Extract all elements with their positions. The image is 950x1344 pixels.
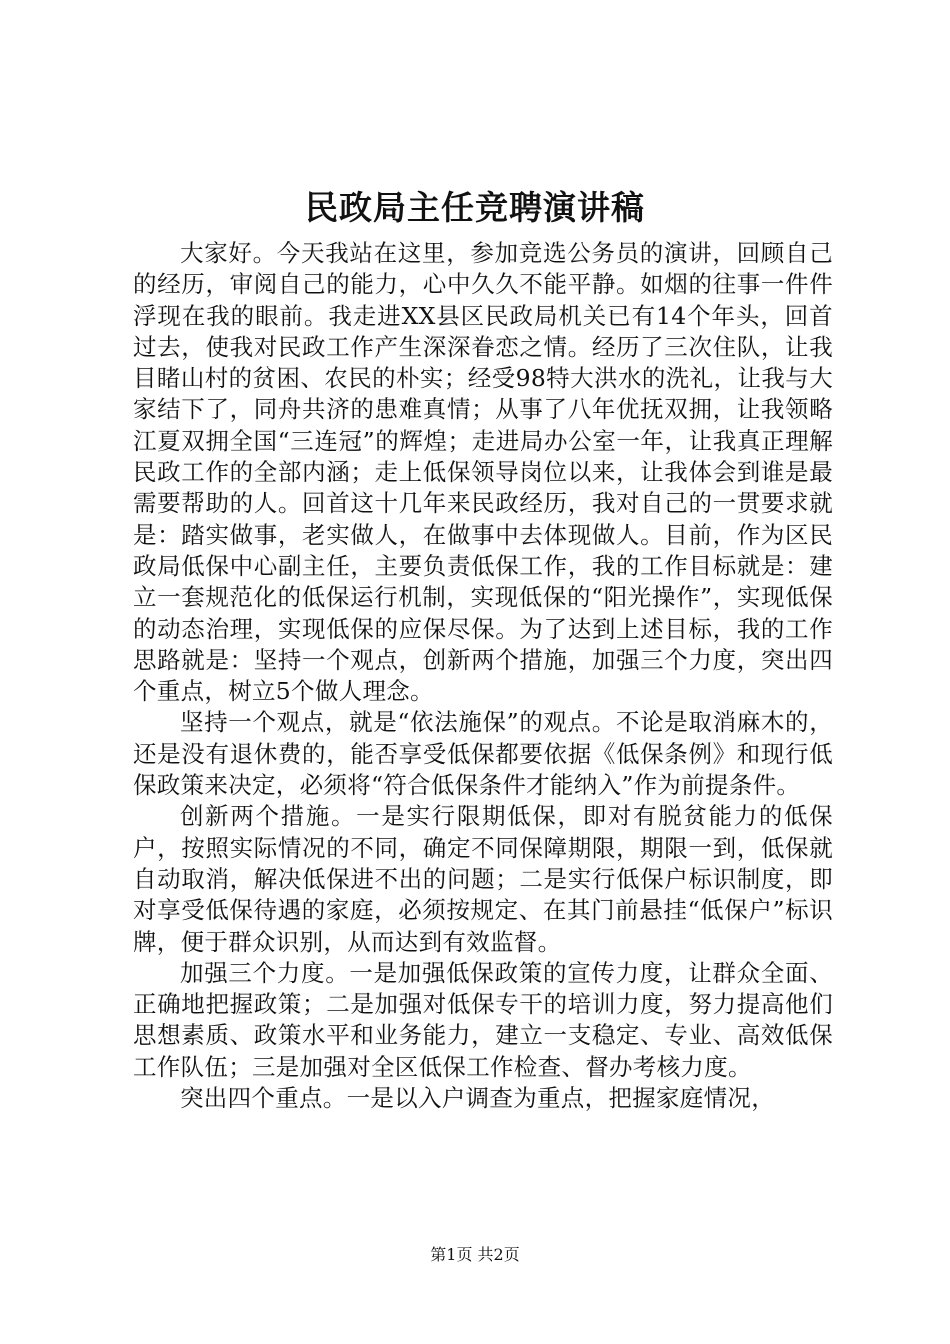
document-body — [133, 238, 833, 1114]
paragraph-intro: 大家好。今天我站在这里，参加竞选公务员的演讲，回顾自己的经历，审阅自己的能力，心中久久不能平静。如烟的往事一件件浮现在我的眼前。我走进XX县区民政局机关已有14个年头，回首过去，使我对民政工作产生深深眷恋之情。经历了三次住队，让我目睹山村的贫困、农民的朴实；经受98特大洪水的洗礼，让我与大家结下了，同舟共济的患难真情；从事了八年优抚双拥，让我领略江夏双拥全国“三连冠”的辉煌；走进局办公室一年，让我真正理解民政工作的全部内涵；走上低保领导岗位以来，让我体会到谁是最需要帮助的人。回首这十几年来民政经历，我对自己的一贯要求就是：踏实做事，老实做人，在做事中去体现做人。目前，作为区民政局低保中心副主任，主要负责低保工作，我的工作目标就是：建立一套规范化的低保运行机制，实现低保的“阳光操作”，实现低保的动态治理，实现低保的应保尽保。为了达到上述目标，我的工作思路就是：坚持一个观点，创新两个措施，加强三个力度，突出四个重点，树立5个做人理念。 — [133, 239, 833, 706]
paragraph-two-measures: 创新两个措施。一是实行限期低保，即对有脱贫能力的低保户，按照实际情况的不同，确定不同保障期限，期限一到，低保就自动取消，解决低保进不出的问题；二是实行低保户标识制度，即对享受低保待遇的家庭，必须按规定、在其门前悬挂“低保户”标识牌，便于群众识别，从而达到有效监督。 — [133, 802, 833, 956]
paragraph-four-focuses: 突出四个重点。一是以入户调查为重点，把握家庭情况， — [180, 1084, 775, 1113]
document-title: 民政局主任竞聘演讲稿 — [305, 188, 645, 227]
paragraph-one-viewpoint: 坚持一个观点，就是“依法施保”的观点。不论是取消麻木的，还是没有退休费的，能否享受低保都要依据《低保条例》和现行低保政策来决定，必须将“符合低保条件才能纳入”作为前提条件。 — [133, 708, 833, 800]
paragraph-three-strengths: 加强三个力度。一是加强低保政策的宣传力度，让群众全面、正确地把握政策；二是加强对低保专干的培训力度，努力提高他们思想素质、政策水平和业务能力，建立一支稳定、专业、高效低保工作队伍；三是加强对全区低保工作检查、督办考核力度。 — [133, 958, 833, 1081]
page-footer: 第1页 共2页 — [430, 1245, 520, 1264]
